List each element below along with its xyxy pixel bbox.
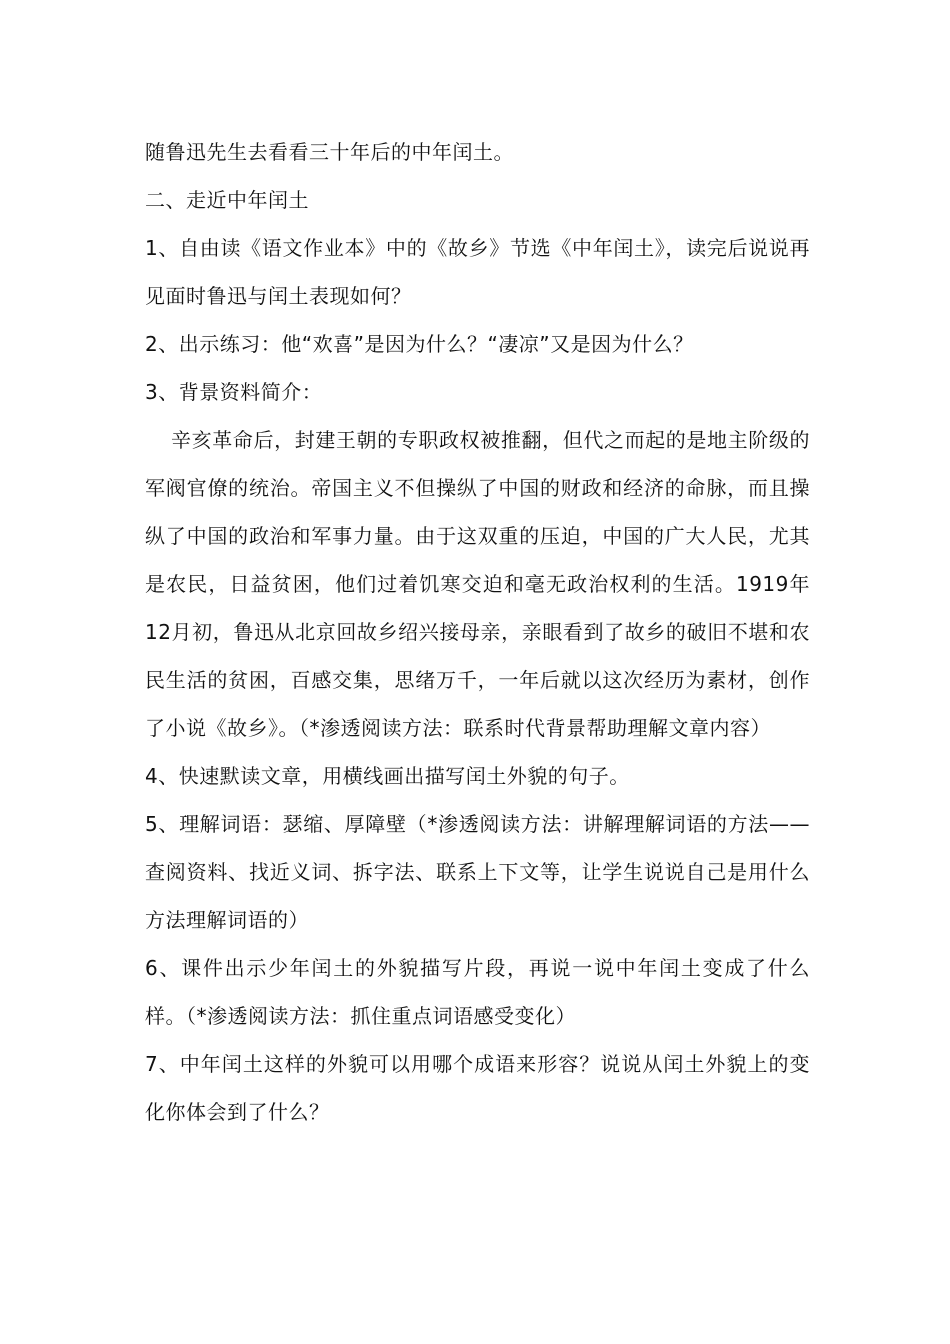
step-2: 2、出示练习：他“欢喜”是因为什么？“凄凉”又是因为什么？ xyxy=(145,332,694,356)
background-paragraph: 辛亥革命后，封建王朝的专职政权被推翻，但代之而起的是地主阶级的军阀官僚的统治。帝国主义不但操纵了中国的财政和经济的命脉，而且操纵了中国的政治和军事力量。由于这双重的压迫，中国的广大人民，尤其是农民，日益贫困，他们过着饥寒交迫和毫无政治权利的生活。1919年12月初，鲁迅从北京回故乡绍兴接母亲，亲眼看到了故乡的破旧不堪和农民生活的贫困，百感交集，思绪万千，一年后就以这次经历为素材，创作了小说《故乡》。（*渗透阅读方法：联系时代背景帮助理解文章内容） xyxy=(145,428,810,740)
step-6: 6、课件出示少年闰土的外貌描写片段，再说一说中年闰土变成了什么样。（*渗透阅读方法：抓住重点词语感受变化） xyxy=(145,956,810,1028)
step-1: 1、自由读《语文作业本》中的《故乡》节选《中年闰土》，读完后说说再见面时鲁迅与闰土表现如何？ xyxy=(145,236,810,308)
step-3: 3、背景资料简介： xyxy=(145,380,323,404)
step-7: 7、中年闰土这样的外貌可以用哪个成语来形容？说说从闰土外貌上的变化你体会到了什么？ xyxy=(145,1052,810,1124)
step-5: 5、理解词语：瑟缩、厚障壁（*渗透阅读方法：讲解理解词语的方法——查阅资料、找近义词、拆字法、联系上下文等，让学生说说自己是用什么方法理解词语的） xyxy=(145,812,810,932)
step-4: 4、快速默读文章，用横线画出描写闰土外貌的句子。 xyxy=(145,764,630,788)
document-body xyxy=(145,128,810,1136)
paragraph-intro: 随鲁迅先生去看看三十年后的中年闰土。 xyxy=(145,140,514,164)
section-heading: 二、走近中年闰土 xyxy=(145,188,309,212)
